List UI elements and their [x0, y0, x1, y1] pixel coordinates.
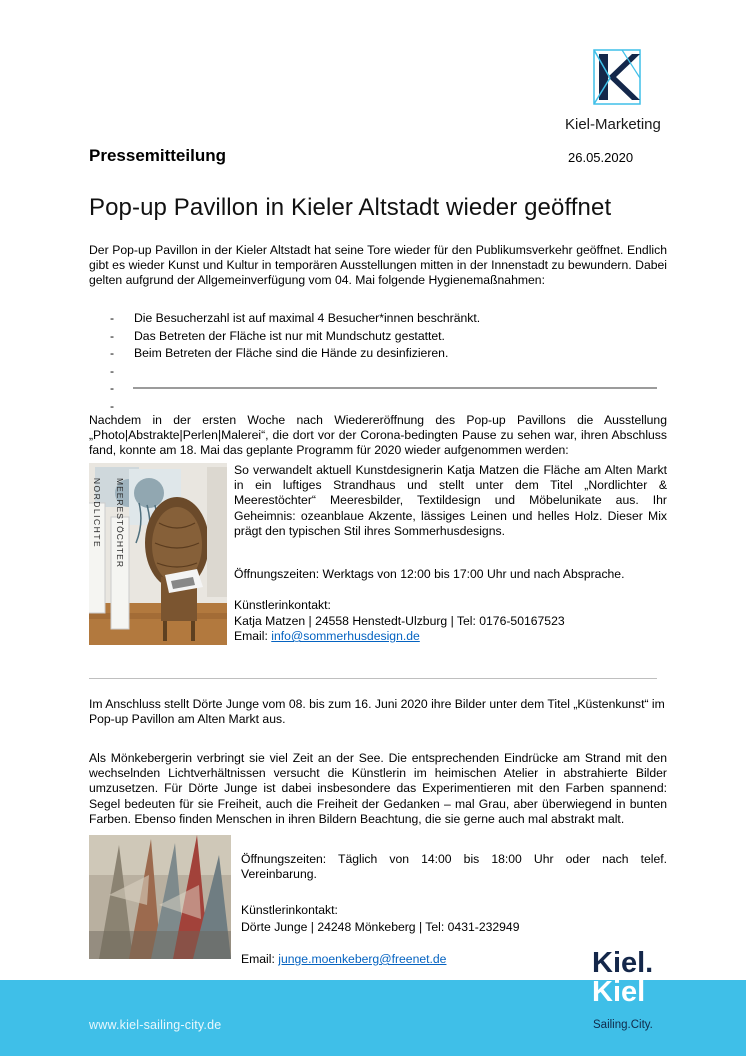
logo-tagline: Sailing.City.	[593, 1019, 653, 1031]
section2-lead: Im Anschluss stellt Dörte Junge vom 08. bis zum 16. Juni 2020 ihre Bilder unter dem Titel „Küstenkunst“ im Pop-up Pavillon am Alten Markt aus.	[89, 697, 665, 727]
list-item: - Das Betreten der Fläche ist nur mit Mundschutz gestattet.	[108, 328, 668, 346]
section2-text: Als Mönkebergerin verbringt sie viel Zeit an der See. Die entsprechenden Eindrücke am Strand mit den wechselnden Lichtverhältnissen versucht die Künstlerin im heimischen Atelier in abstrahierte Bilder umzusetzen. Für Dörte Junge ist dabei insbesondere das Experimentieren mit den Farben spannend: Segel bedeuten für sie Freiheit, auch die Freiheit der Gedanken – mal Grau, aber überwiegend in bunten Farben. Ebenso finden Menschen in ihren Bildern Beachtung, die sie gerne auch mal abstrakt malt.	[89, 751, 667, 826]
contact-line: Katja Matzen | 24558 Henstedt-Ulzburg | Tel: 0176-50167523	[234, 613, 565, 628]
divider	[89, 678, 657, 679]
logo-word-2: Kiel	[592, 976, 646, 1008]
contact-label: Künstlerinkontakt:	[234, 598, 331, 612]
contact-block-1	[234, 598, 565, 645]
email-link-1[interactable]: info@sommerhusdesign.de	[271, 629, 420, 643]
email-label: Email:	[234, 629, 272, 643]
press-release-title: Pressemitteilung	[89, 146, 226, 165]
exhibition-photo-katja-matzen	[89, 463, 227, 645]
section1-text: So verwandelt aktuell Kunstdesignerin Katja Matzen die Fläche am Alten Markt in ein luftiges Strandhaus und stellt unter dem Titel „Nordlichter & Meerestöchter“ Meeresbilder, Textildesign und Möbelunikate aus. Ihr Geheimnis: ozeanblaue Akzente, lässiges Leinen und helles Holz. Dieser Mix prägt den typischen Stil ihres Sommerhusdesigns.	[234, 463, 667, 538]
list-item	[108, 363, 668, 381]
email-line	[241, 952, 446, 966]
email-line	[234, 629, 565, 645]
hygiene-list	[108, 310, 668, 415]
opening-hours-2: Öffnungszeiten: Täglich von 14:00 bis 18:00 Uhr oder nach telef. Vereinbarung.	[241, 852, 667, 882]
contact-line: Dörte Junge | 24248 Mönkeberg | Tel: 0431-232949	[241, 920, 520, 934]
kiel-marketing-logo	[592, 48, 642, 106]
list-item: - Beim Betreten der Fläche sind die Hände zu desinfizieren.	[108, 345, 668, 363]
logo-label: Kiel-Marketing	[565, 116, 661, 133]
kiel-marketing-k-icon	[592, 48, 642, 106]
contact-block-2	[241, 902, 520, 936]
divider	[133, 387, 657, 389]
banner-nordlichte: NORDLICHTE	[92, 477, 102, 549]
list-item: - Die Besucherzahl ist auf maximal 4 Besucher*innen beschränkt.	[108, 310, 668, 328]
contact-label: Künstlerinkontakt:	[241, 903, 338, 917]
opening-hours-1: Öffnungszeiten: Werktags von 12:00 bis 17:00 Uhr und nach Absprache.	[234, 567, 625, 581]
headline: Pop-up Pavillon in Kieler Altstadt wieder geöffnet	[89, 194, 612, 221]
section1-lead: Nachdem in der ersten Woche nach Wiedereröffnung des Pop-up Pavillons die Ausstellung „Photo|Abstrakte|Perlen|Malerei“, die dort vor der Corona-bedingten Pause zu sehen war, ihren Abschluss fand, konnte am 18. Mai das geplante Programm für 2020 wieder aufgenommen werden:	[89, 413, 667, 458]
release-date: 26.05.2020	[568, 150, 634, 165]
kiel-sailing-city-logo	[590, 945, 680, 1009]
intro-paragraph: Der Pop-up Pavillon in der Kieler Altstadt hat seine Tore wieder für den Publikumsverkehr geöffnet. Endlich gibt es wieder Kunst und Kultur in temporären Ausstellungen mitten in der Innenstadt zu bewundern. Dabei gelten aufgrund der Allgemeinverfügung vom 04. Mai folgende Hygienemaßnahmen:	[89, 243, 667, 288]
email-link-2[interactable]: junge.moenkeberg@freenet.de	[278, 952, 447, 966]
painting-photo-doerte-junge	[89, 835, 231, 959]
logo-word-1: Kiel.	[592, 947, 654, 979]
banner-meerestoechter: MEERESTÖCHTER	[115, 478, 125, 568]
footer-url[interactable]: www.kiel-sailing-city.de	[89, 1018, 222, 1032]
email-label: Email:	[241, 952, 279, 966]
